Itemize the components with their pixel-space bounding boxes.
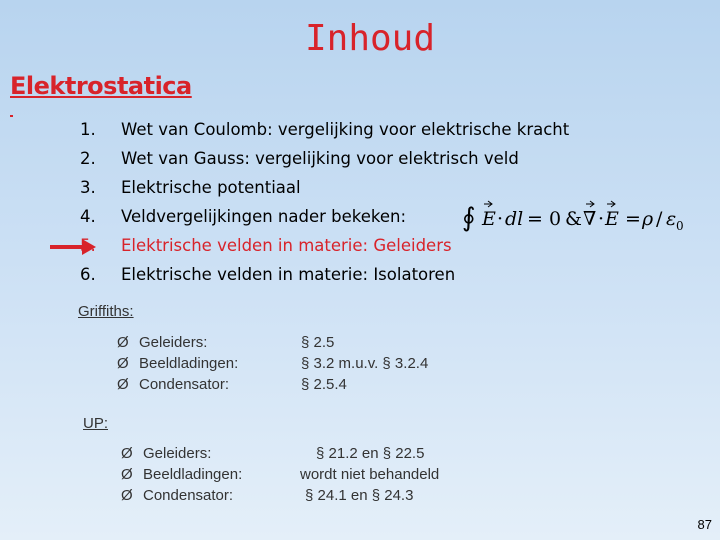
epsilon-symbol: ε [666,208,677,230]
outline-number: 2. [80,149,96,168]
outline-text: Veldvergelijkingen nader bekeken: [121,207,407,226]
outline-number: 1. [80,120,96,139]
bullet-arrow-icon: Ø [121,466,133,483]
decorative-dot [10,115,13,117]
griffiths-item-text: Beeldladingen: [139,355,239,372]
contour-integral-symbol: ∮ [462,203,476,233]
page-number: 87 [697,517,712,532]
outline-number: 3. [80,178,96,197]
griffiths-label: Griffiths: [78,303,134,320]
vector-E: E [605,208,619,230]
up-item [121,487,233,504]
field-equations-formula [462,193,702,243]
equals-zero: = 0 [527,208,562,230]
vector-E: E [482,208,496,230]
griffiths-ref: § 3.2 m.u.v. § 3.2.4 [301,355,429,372]
outline-text: Elektrische potentiaal [121,178,301,197]
dot-operator: · [598,208,605,230]
griffiths-ref: § 2.5.4 [301,376,347,393]
up-item-text: Geleiders: [143,445,212,462]
slash: / [656,208,663,230]
up-item [121,466,242,483]
up-item [121,445,211,462]
outline-number: 5. [80,236,96,255]
outline-text: Wet van Gauss: vergelijking voor elektrisch veld [121,149,519,168]
ampersand: & [565,208,582,230]
bullet-arrow-icon: Ø [121,487,133,504]
outline-number: 4. [80,207,96,226]
up-item-text: Beeldladingen: [143,466,243,483]
bullet-arrow-icon: Ø [117,376,129,393]
outline-number: 6. [80,265,96,284]
rho-symbol: ρ [642,208,654,230]
griffiths-item [117,334,207,351]
griffiths-item-text: Condensator: [139,376,230,393]
outline-text: Elektrische velden in materie: Isolatoren [121,265,456,284]
outline-text: Elektrische velden in materie: Geleiders [121,236,452,255]
epsilon-subscript: 0 [676,219,684,233]
griffiths-item [117,376,229,393]
griffiths-ref: § 2.5 [301,334,335,351]
section-heading: Elektrostatica [10,72,192,100]
up-ref: § 21.2 en § 22.5 [316,445,425,462]
up-label: UP: [83,415,109,432]
dl-term: dl [505,208,524,230]
up-ref: § 24.1 en § 24.3 [305,487,414,504]
equals-sign: = [625,208,641,230]
slide-title: Inhoud [304,18,436,59]
dot-operator: · [497,208,504,230]
bullet-arrow-icon: Ø [121,445,133,462]
nabla-symbol: ∇ [583,208,597,230]
bullet-arrow-icon: Ø [117,334,129,351]
up-item-text: Condensator: [143,487,234,504]
griffiths-item-text: Geleiders: [139,334,208,351]
outline-text: Wet van Coulomb: vergelijking voor elektrische kracht [121,120,570,139]
up-ref: wordt niet behandeld [300,466,440,483]
griffiths-item [117,355,238,372]
bullet-arrow-icon: Ø [117,355,129,372]
